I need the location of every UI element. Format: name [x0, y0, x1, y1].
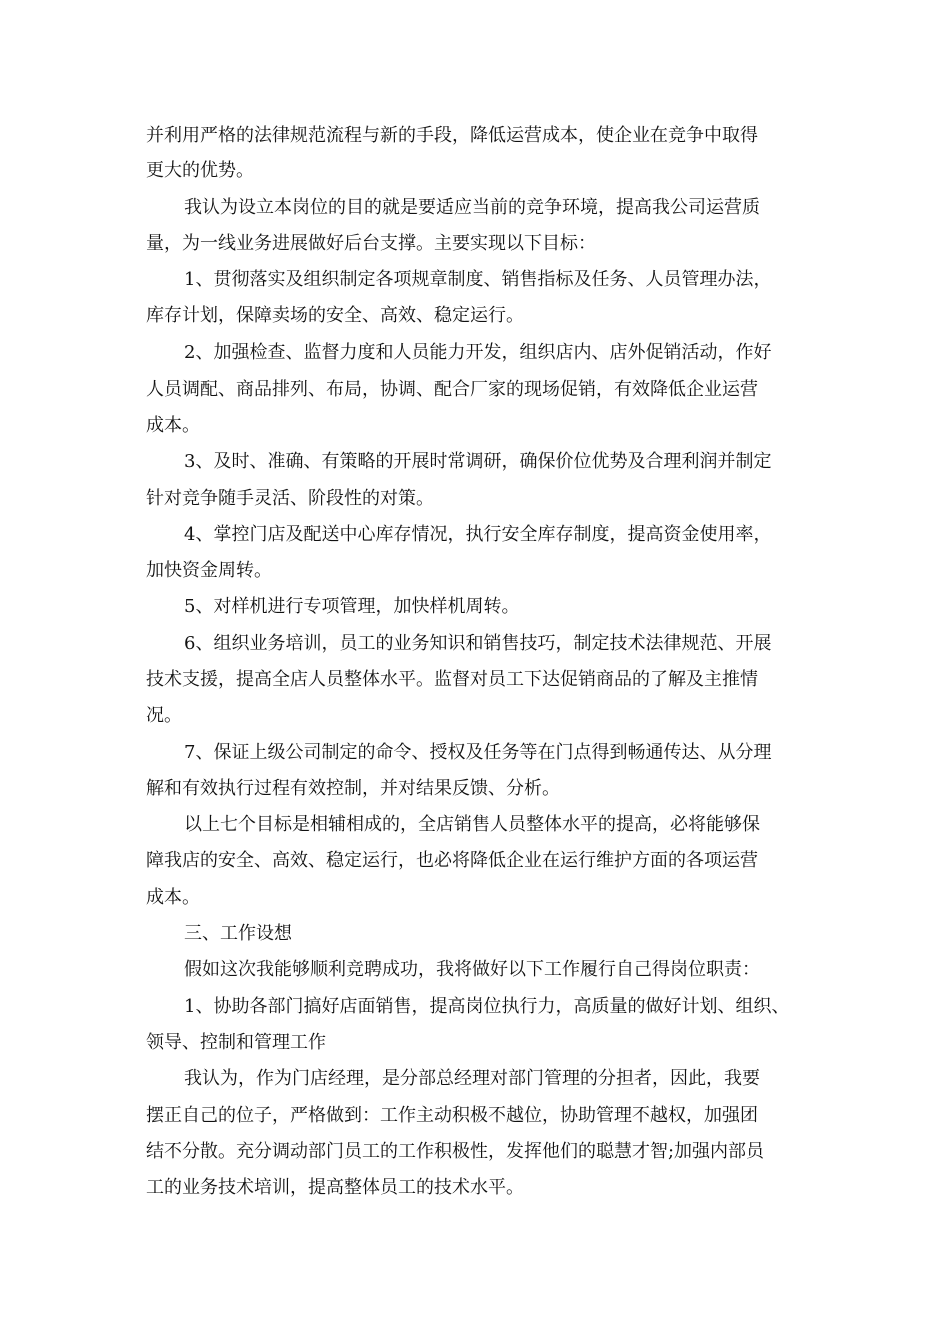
- paragraph-line: 并利用严格的法律规范流程与新的手段，降低运营成本，使企业在竞争中取得: [146, 125, 758, 146]
- paragraph-line: 7、保证上级公司制定的命令、授权及任务等在门点得到畅通传达、从分理: [184, 742, 772, 763]
- paragraph-line: 1、协助各部门搞好店面销售，提高岗位执行力，高质量的做好计划、组织、: [184, 996, 790, 1017]
- paragraph-line: 摆正自己的位子，严格做到：工作主动积极不越位，协助管理不越权，加强团: [146, 1105, 758, 1126]
- paragraph-line: 6、组织业务培训，员工的业务知识和销售技巧，制定技术法律规范、开展: [184, 633, 772, 654]
- paragraph-line: 以上七个目标是相辅相成的，全店销售人员整体水平的提高，必将能够保: [184, 814, 760, 835]
- paragraph-line: 5、对样机进行专项管理，加快样机周转。: [184, 596, 520, 617]
- paragraph-line: 3、及时、准确、有策略的开展时常调研，确保价位优势及合理利润并制定: [184, 451, 772, 472]
- paragraph-line: 成本。: [146, 887, 200, 908]
- paragraph-line: 1、贯彻落实及组织制定各项规章制度、销售指标及任务、人员管理办法，: [184, 269, 772, 290]
- paragraph-line: 针对竞争随手灵活、阶段性的对策。: [146, 488, 434, 509]
- paragraph-line: 2、加强检查、监督力度和人员能力开发，组织店内、店外促销活动，作好: [184, 342, 772, 363]
- paragraph-line: 人员调配、商品排列、布局，协调、配合厂家的现场促销，有效降低企业运营: [146, 379, 758, 400]
- paragraph-line: 我认为，作为门店经理，是分部总经理对部门管理的分担者，因此，我要: [184, 1068, 760, 1089]
- paragraph-line: 领导、控制和管理工作: [146, 1032, 326, 1053]
- paragraph-line: 更大的优势。: [146, 160, 254, 181]
- paragraph-line: 量，为一线业务进展做好后台支撑。主要实现以下目标：: [146, 233, 596, 254]
- paragraph-line: 障我店的安全、高效、稳定运行，也必将降低企业在运行维护方面的各项运营: [146, 850, 758, 871]
- paragraph-line: 库存计划，保障卖场的安全、高效、稳定运行。: [146, 305, 524, 326]
- paragraph-line: 4、掌控门店及配送中心库存情况，执行安全库存制度，提高资金使用率，: [184, 524, 772, 545]
- paragraph-line: 工的业务技术培训，提高整体员工的技术水平。: [146, 1177, 524, 1198]
- paragraph-line: 成本。: [146, 415, 200, 436]
- paragraph-line: 假如这次我能够顺利竞聘成功，我将做好以下工作履行自己得岗位职责：: [184, 959, 760, 980]
- paragraph-line: 况。: [146, 705, 182, 726]
- paragraph-line: 结不分散。充分调动部门员工的工作积极性，发挥他们的聪慧才智;加强内部员: [146, 1141, 765, 1162]
- paragraph-line: 加快资金周转。: [146, 560, 272, 581]
- paragraph-line: 我认为设立本岗位的目的就是要适应当前的竞争环境，提高我公司运营质: [184, 197, 760, 218]
- section-heading: 三、工作设想: [184, 923, 292, 944]
- paragraph-line: 技术支援，提高全店人员整体水平。监督对员工下达促销商品的了解及主推情: [146, 669, 758, 690]
- paragraph-line: 解和有效执行过程有效控制，并对结果反馈、分析。: [146, 778, 560, 799]
